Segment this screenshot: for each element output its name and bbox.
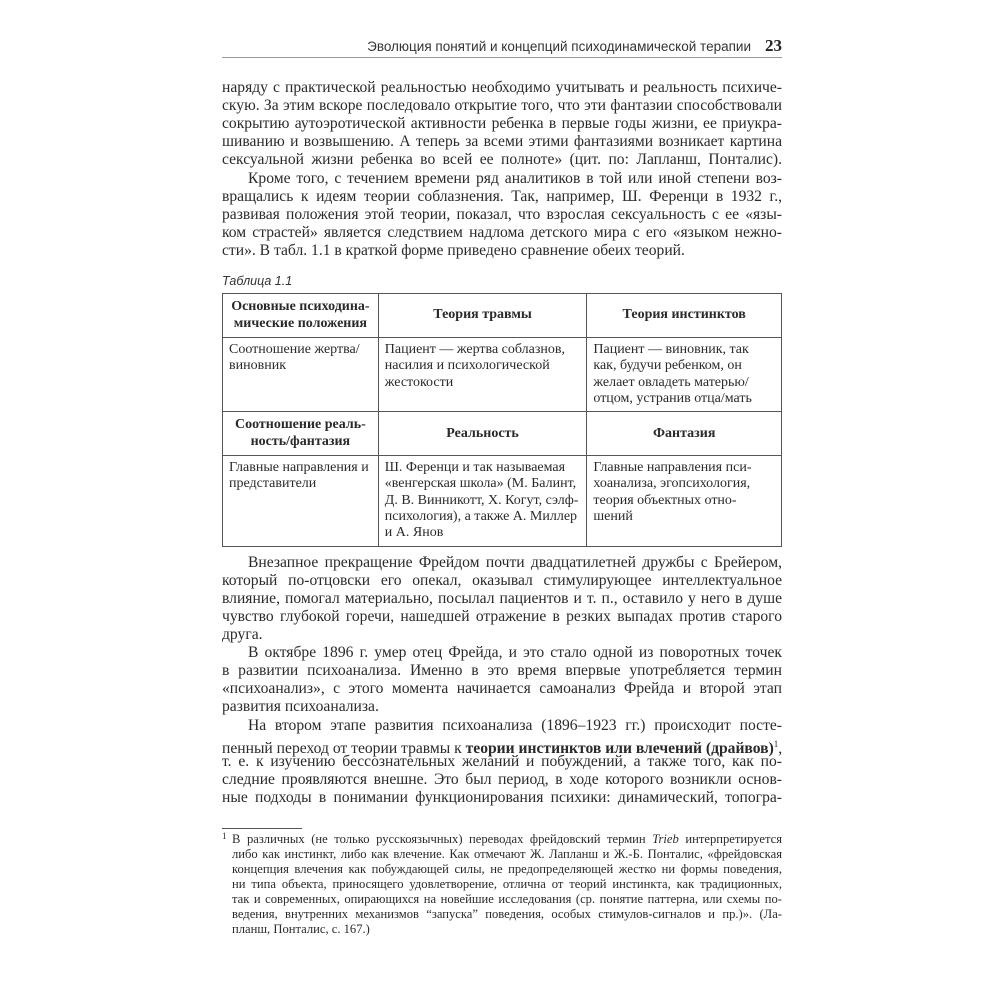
footnote-line: либо как инстинкт, либо как влечение. Как отмечают Ж. Лапланш и Ж.-Б. Понталис, «фрейдовская [232, 847, 782, 861]
footnote-line: ведения, внутренних механизмов “запуска” поведения, особых стимулов-сигналов и пр.)». (Ла- [232, 907, 782, 921]
footnote-ref[interactable]: 1 [773, 739, 779, 749]
text-line: сти». В табл. 1.1 в краткой форме приведено сравнение обеих теорий. [222, 242, 685, 259]
table-row [223, 456, 782, 546]
footnote-mark: 1 [222, 831, 227, 841]
text-line: развития психоанализа. [222, 698, 379, 715]
text-line: ком страстей» является следствием надлома детского мира с его «языком нежно- [222, 224, 782, 241]
running-title: Эволюция понятий и концепций психодинамической терапии [367, 39, 751, 54]
table-cell: Главные направления и представители [223, 456, 379, 546]
text-line: наряду с практической реальностью необходимо учитывать и реальность психиче- [222, 79, 782, 96]
table-header-cell: Основные психодина-мические положения [223, 294, 379, 338]
table-header-cell: Теория травмы [378, 294, 587, 338]
text-line: На втором этапе развития психоанализа (1896–1923 гг.) происходит посте- [248, 717, 782, 734]
table-cell: Ш. Ференци и так называемая «венгерская школа» (М. Балинт, Д. В. Винникотт, Х. Когут, сэлф-психология), а также А. Миллер и А. Янов [378, 456, 587, 546]
text-line: вращались к идеям теории соблазнения. Так, например, Ш. Ференци в 1932 г., [222, 188, 782, 205]
table-header-row [223, 412, 782, 456]
table-header-cell: Теория инстинктов [587, 294, 782, 338]
comparison-table [222, 293, 782, 547]
text-line: влияние, помогал материально, посылал пациентов и т. п., оставило у него в душе [222, 590, 782, 607]
page-number: 23 [765, 36, 782, 55]
table-header-cell: Фантазия [587, 412, 782, 456]
text-span: В различных (не только русскоязычных) переводах фрейдовский термин [232, 832, 653, 846]
table-row [223, 338, 782, 412]
table-header-cell: Соотношение реаль-ность/фантазия [223, 412, 379, 456]
table-caption: Таблица 1.1 [222, 274, 293, 288]
running-header [222, 36, 782, 56]
table-cell: Пациент — жертва соблазнов, насилия и психологической жестокости [378, 338, 587, 412]
footnote-line [232, 832, 782, 847]
table-cell: Соотношение жертва/ виновник [223, 338, 379, 412]
text-line: Кроме того, с течением времени ряд аналитиков в той или иной степени воз- [248, 170, 782, 187]
text-line: «психоанализ», с этого момента начинается самоанализ Фрейда и второй этап [222, 680, 782, 697]
text-line: друга. [222, 626, 263, 643]
header-rule [222, 57, 782, 58]
text-line: шиванию и возвышению. А теперь за всеми этими фантазиями возникает картина [222, 133, 782, 150]
table-cell: Главные направления пси-хоанализа, эгопсихология, теория объектных отно-шений [587, 456, 782, 546]
text-line: в развитии психоанализа. Именно в это время впервые употребляется термин [222, 662, 782, 679]
text-line: сокрытию аутоэротической активности ребенка в первые годы жизни, ее приукра- [222, 115, 782, 132]
italic-term: Trieb [652, 832, 679, 846]
text-span: интерпретируется [678, 832, 783, 846]
text-line: В октябре 1896 г. умер отец Фрейда, и это стало одной из поворотных точек [248, 644, 782, 661]
text-line: т. е. к изучению бессознательных желаний и побуждений, а также того, как по- [222, 753, 782, 770]
text-line: скую. За этим вскоре последовало открытие того, что эти фантазии способствовали [222, 97, 782, 114]
text-line: ные подходы в понимании функционирования психики: динамический, топогра- [222, 789, 782, 806]
text-line: Внезапное прекращение Фрейдом почти двадцатилетней дружбы с Брейером, [248, 554, 782, 571]
footnote-line: концепция влечения как побуждающей силы, не предопределяющей жестко ни формы поведения, [232, 862, 782, 876]
table-header-row [223, 294, 782, 338]
footnote-line: ни типа объекта, приносящего удовлетворение, отлична от теорий инстинкта, как традиционных, [232, 877, 782, 891]
text-line: развивая положения этой теории, показал, что взрослая сексуальность с ее «язы- [222, 206, 782, 223]
table-header-cell: Реальность [378, 412, 587, 456]
footnote-line: так и современных, опирающихся на новейшие исследования (ср. понятие паттерна, или схемы по- [232, 892, 782, 906]
text-span: пенный переход от теории травмы к [222, 740, 466, 758]
text-line: чувство глубокой горечи, нашедшей отражение в резких выпадах против старого [222, 608, 782, 625]
text-line: следние проявляются внешне. Это был период, в ходе которого возникли основ- [222, 771, 782, 788]
bold-term: теории инстинктов или влечений (драйвов) [465, 740, 774, 758]
footnote-line: планш, Понталис, с. 167.) [232, 922, 370, 936]
text-span: , [778, 740, 783, 758]
footnote-rule [222, 828, 302, 829]
text-line: сексуальной жизни ребенка во всей ее полноте» (цит. по: Лапланш, Понталис). [222, 151, 782, 168]
table-cell: Пациент — виновник, так как, будучи ребенком, он желает овладеть матерью/ отцом, устранив отца/мать [587, 338, 782, 412]
text-line: который по-отцовски его опекал, оказывал стимулирующее интеллектуальное [222, 572, 782, 589]
